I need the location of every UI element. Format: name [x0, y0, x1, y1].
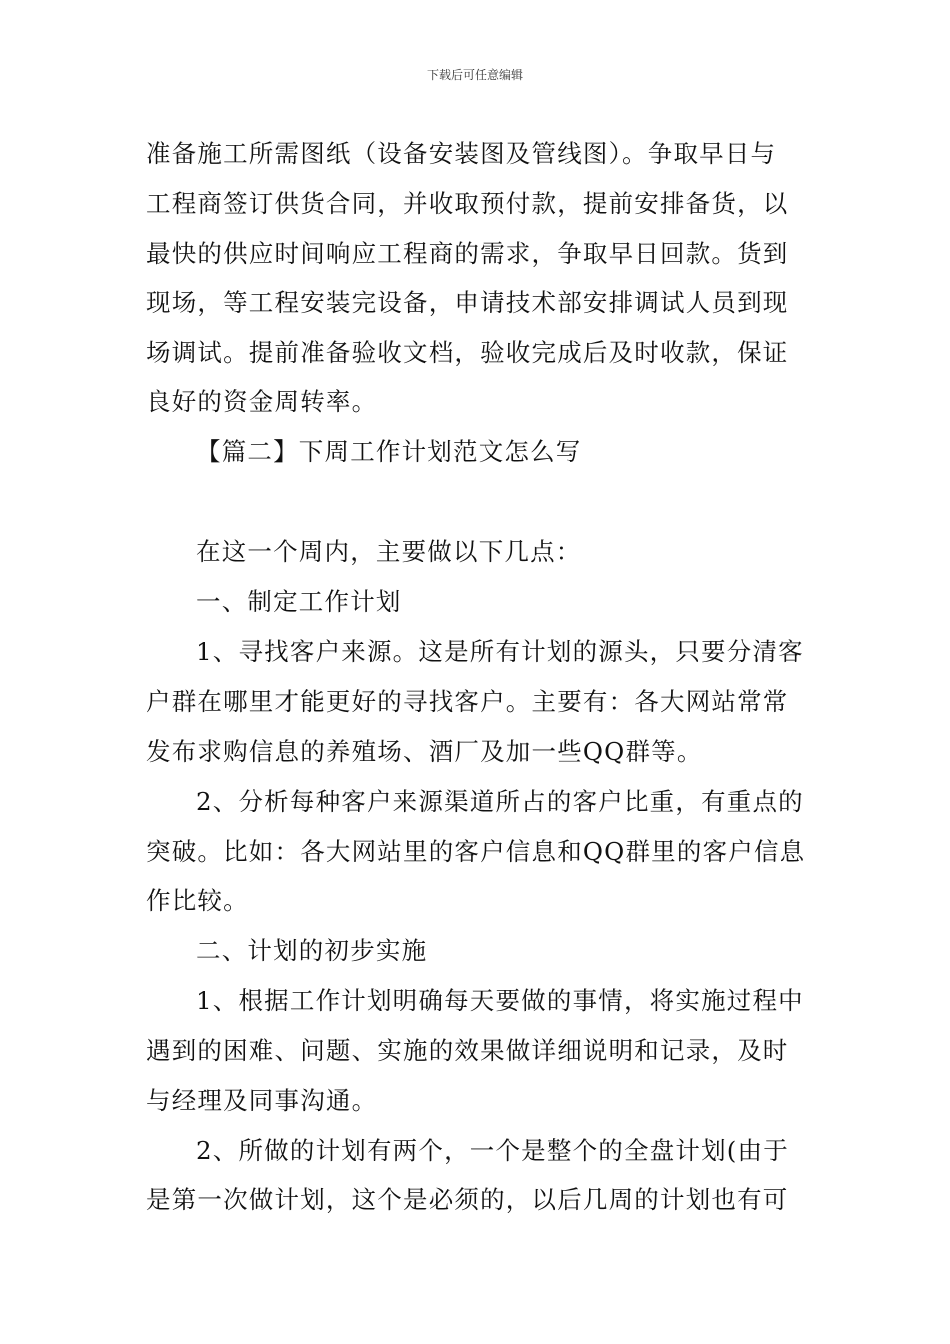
paragraph-line: 突破。比如：各大网站里的客户信息和QQ群里的客户信息 — [146, 837, 806, 866]
paragraph-line: 2、分析每种客户来源渠道所占的客户比重，有重点的 — [196, 787, 804, 816]
subheading: 一、制定工作计划 — [196, 587, 402, 616]
paragraph-line: 发布求购信息的养殖场、酒厂及加一些QQ群等。 — [146, 737, 703, 766]
paragraph-line: 工程商签订供货合同，并收取预付款，提前安排备货，以 — [146, 189, 789, 218]
paragraph-line: 场调试。提前准备验收文档，验收完成后及时收款，保证 — [146, 338, 789, 367]
paragraph-line: 在这一个周内，主要做以下几点： — [196, 537, 582, 566]
paragraph-line: 户群在哪里才能更好的寻找客户。主要有：各大网站常常 — [146, 687, 789, 716]
paragraph-line: 现场，等工程安装完设备，申请技术部安排调试人员到现 — [146, 288, 789, 317]
paragraph-line: 作比较。 — [146, 886, 249, 915]
paragraph-line: 2、所做的计划有两个，一个是整个的全盘计划(由于 — [196, 1136, 789, 1165]
paragraph-line: 准备施工所需图纸（设备安装图及管线图）。争取早日与 — [146, 139, 777, 168]
paragraph-line: 是第一次做计划，这个是必须的，以后几周的计划也有可 — [146, 1185, 789, 1214]
paragraph-line: 与经理及同事沟通。 — [146, 1086, 378, 1115]
page-header: 下载后可任意编辑 — [426, 68, 523, 82]
subheading: 二、计划的初步实施 — [196, 936, 428, 965]
paragraph-line: 1、根据工作计划明确每天要做的事情，将实施过程中 — [196, 986, 804, 1015]
paragraph-line: 良好的资金周转率。 — [146, 387, 378, 416]
paragraph-line: 1、寻找客户来源。这是所有计划的源头，只要分清客 — [196, 637, 804, 666]
paragraph-line: 最快的供应时间响应工程商的需求，争取早日回款。货到 — [146, 239, 789, 268]
section-heading: 【篇二】下周工作计划范文怎么写 — [196, 437, 582, 466]
paragraph-line: 遇到的困难、问题、实施的效果做详细说明和记录，及时 — [146, 1036, 789, 1065]
